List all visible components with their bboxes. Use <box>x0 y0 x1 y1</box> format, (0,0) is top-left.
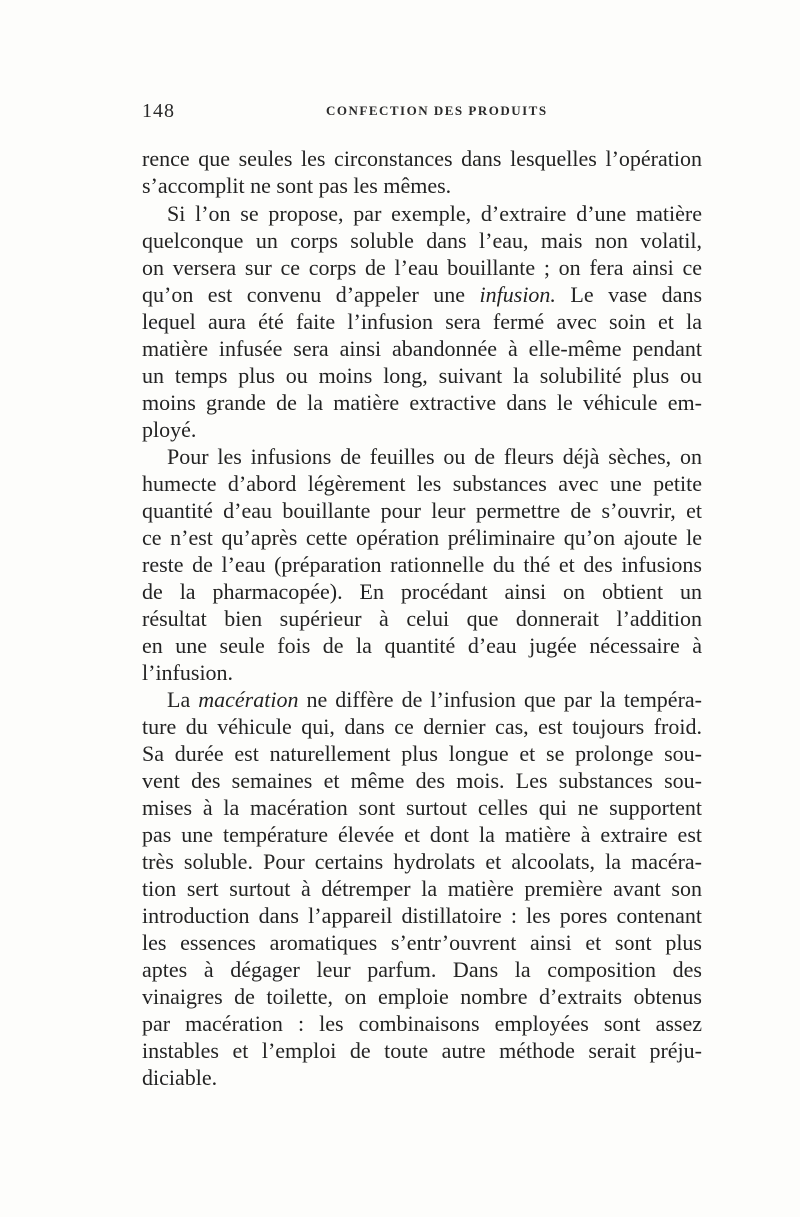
text-line: quantité d’eau bouillante pour leur permettre de s’ouvrir, et <box>142 498 702 523</box>
text-line: ployé. <box>142 417 197 442</box>
page-header <box>142 100 702 124</box>
text-line: en une seule fois de la quantité d’eau jugée nécessaire à <box>142 633 702 658</box>
text-line: Sa durée est naturellement plus longue et se prolonge sou- <box>142 741 702 766</box>
text-line: instables et l’emploi de toute autre méthode serait préju- <box>142 1038 702 1063</box>
text-line: ture du véhicule qui, dans ce dernier cas, est toujours froid. <box>142 714 702 739</box>
text-line: introduction dans l’appareil distillatoire : les pores contenant <box>142 903 702 928</box>
page-number: 148 <box>142 100 175 122</box>
text-line: résultat bien supérieur à celui que donnerait l’addition <box>142 606 702 631</box>
text-run: qu’on est convenu d’appeler une <box>142 282 480 307</box>
text-line: ce n’est qu’après cette opération préliminaire qu’on ajoute le <box>142 525 702 550</box>
text-line: Pour les infusions de feuilles ou de fleurs déjà sèches, on <box>167 444 702 469</box>
text-line <box>167 686 702 713</box>
text-line: les essences aromatiques s’entr’ouvrent ainsi et sont plus <box>142 930 702 955</box>
text-line: humecte d’abord légèrement les substances avec une petite <box>142 471 702 496</box>
text-line: aptes à dégager leur parfum. Dans la composition des <box>142 957 702 982</box>
text-line <box>142 281 702 308</box>
text-line: vinaigres de toilette, on emploie nombre d’extraits obtenus <box>142 984 702 1009</box>
italic-term: infusion. <box>479 282 556 307</box>
italic-term: macération <box>198 687 299 712</box>
text-line: très soluble. Pour certains hydrolats et alcoolats, la macéra- <box>142 849 702 874</box>
text-line: on versera sur ce corps de l’eau bouillante ; on fera ainsi ce <box>142 255 702 280</box>
text-line: l’infusion. <box>142 660 234 685</box>
text-line: de la pharmacopée). En procédant ainsi on obtient un <box>142 579 702 604</box>
text-run: ne diffère de l’infusion que par la tempéra- <box>298 687 702 712</box>
text-line: s’accomplit ne sont pas les mêmes. <box>142 173 452 198</box>
text-line: diciable. <box>142 1065 218 1090</box>
text-line: reste de l’eau (préparation rationnelle du thé et des infusions <box>142 552 702 577</box>
text-line: Si l’on se propose, par exemple, d’extraire d’une matière <box>167 201 702 226</box>
text-line: matière infusée sera ainsi abandonnée à elle-même pendant <box>142 336 702 361</box>
text-line: un temps plus ou moins long, suivant la solubilité plus ou <box>142 363 702 388</box>
text-line: vent des semaines et même des mois. Les substances sou- <box>142 768 702 793</box>
text-line: quelconque un corps soluble dans l’eau, mais non volatil, <box>142 228 702 253</box>
text-run: Le vase dans <box>555 282 702 307</box>
text-run: La <box>167 687 199 712</box>
text-line: rence que seules les circonstances dans lesquelles l’opération <box>142 146 702 171</box>
text-line: lequel aura été faite l’infusion sera fermé avec soin et la <box>142 309 702 334</box>
running-head: CONFECTION DES PRODUITS <box>326 103 548 118</box>
text-line: moins grande de la matière extractive dans le véhicule em- <box>142 390 702 415</box>
text-line: mises à la macération sont surtout celles qui ne supportent <box>142 795 702 820</box>
text-line: par macération : les combinaisons employées sont assez <box>142 1011 702 1036</box>
text-line: tion sert surtout à détremper la matière première avant son <box>142 876 702 901</box>
text-line: pas une température élevée et dont la matière à extraire est <box>142 822 702 847</box>
